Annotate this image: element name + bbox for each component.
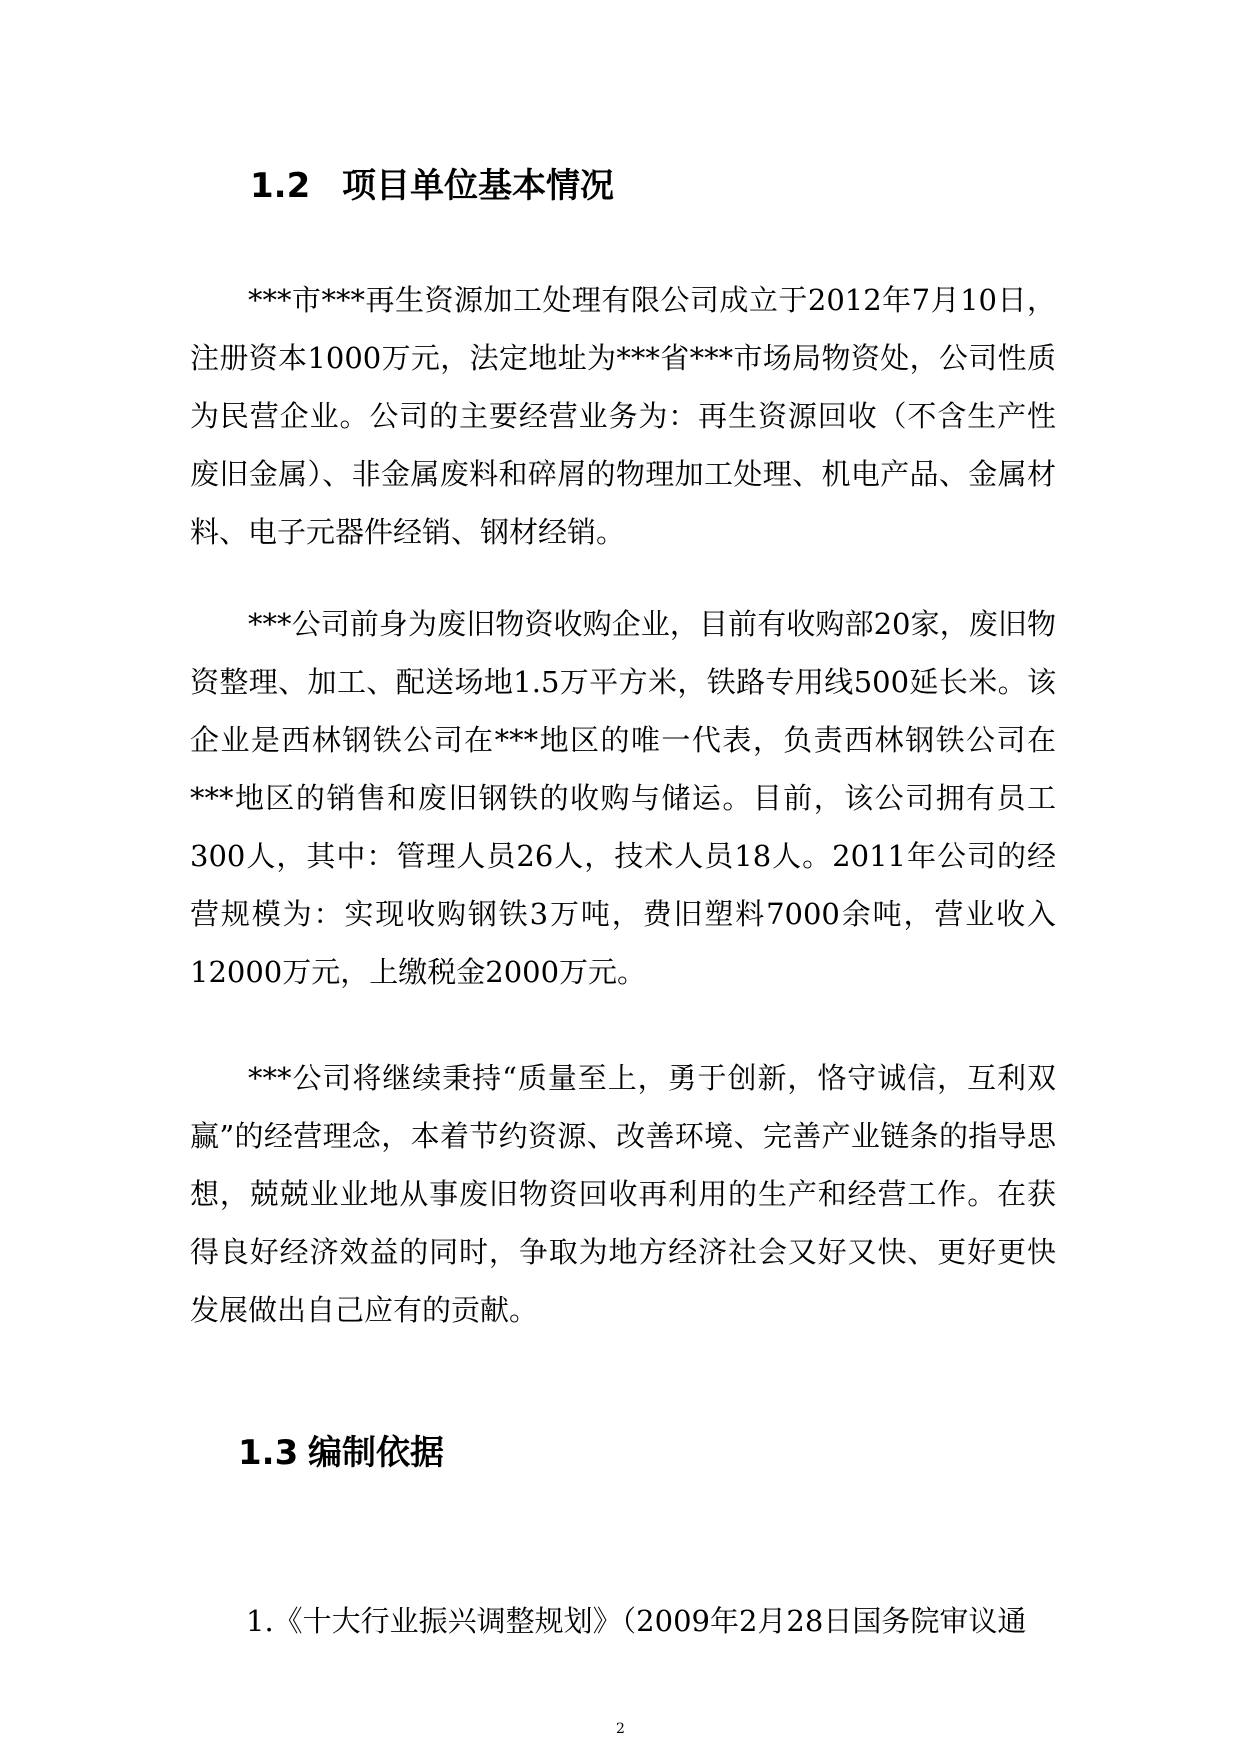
company-history-paragraph: ***公司前身为废旧物资收购企业，目前有收购部20家，废旧物资整理、加工、配送场地1.5万平方米，铁路专用线500延长米。该企业是西林钢铁公司在***地区的唯一代表，负责西林钢铁公司在***地区的销售和废旧钢铁的收购与储运。目前，该公司拥有员工300人，其中：管理人员26人，技术人员18人。2011年公司的经营规模为：实现收购钢铁3万吨，费旧塑料7000余吨，营业收入12000万元，上缴税金2000万元。 [190, 607, 1056, 989]
section-number: 1.3 [238, 1433, 299, 1473]
section-title: 编制依据 [308, 1433, 444, 1473]
company-philosophy-paragraph: ***公司将继续秉持“质量至上，勇于创新，恪守诚信，互利双赢”的经营理念，本着节约资源、改善环境、完善产业链条的指导思想，兢兢业业地从事废旧物资回收再利用的生产和经营工作。在获得良好经济效益的同时，争取为地方经济社会又好又快、更好更快发展做出自己应有的贡献。 [190, 1061, 1056, 1327]
section-heading-1-2 [250, 166, 614, 206]
reference-item: 1.《十大行业振兴调整规划》（2009年2月28日国务院审议通 [246, 1604, 1027, 1638]
section-heading-1-3 [238, 1433, 444, 1473]
page-number: 2 [616, 1721, 625, 1737]
section-title: 项目单位基本情况 [342, 166, 614, 206]
company-intro-paragraph: ***市***再生资源加工处理有限公司成立于2012年7月10日，注册资本1000万元，法定地址为***省***市场局物资处，公司性质为民营企业。公司的主要经营业务为：再生资源回收（不含生产性废旧金属）、非金属废料和碎屑的物理加工处理、机电产品、金属材料、电子元器件经销、钢材经销。 [190, 283, 1056, 549]
section-number: 1.2 [250, 166, 311, 206]
